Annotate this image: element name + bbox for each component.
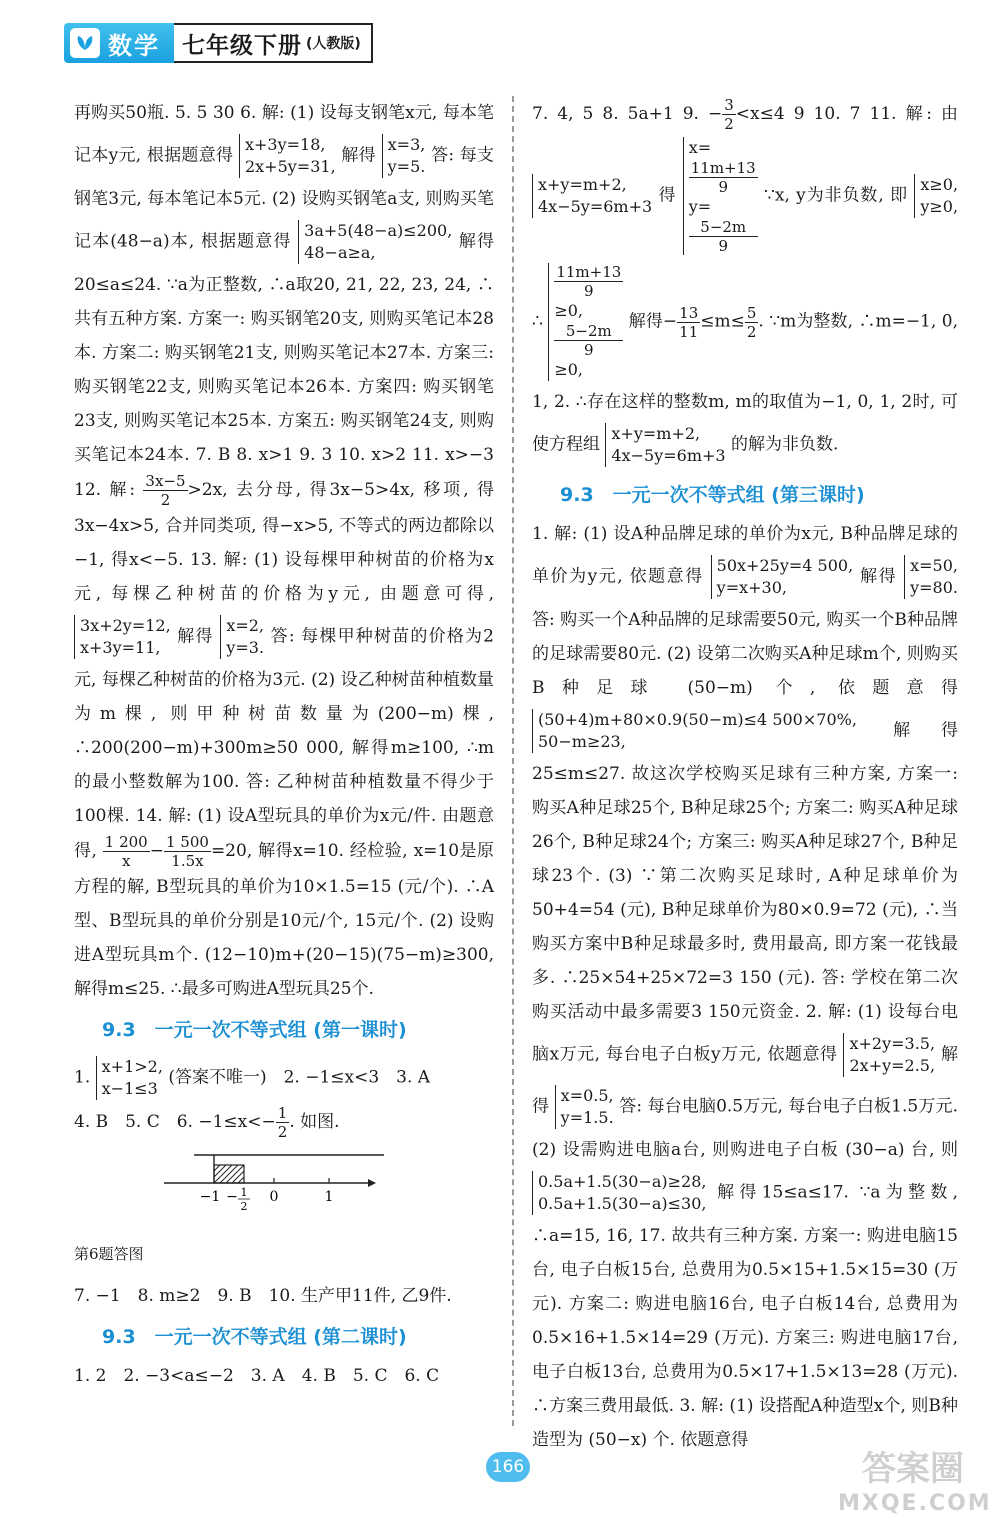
fraction: $\frac{1}{2}$: [277, 1104, 288, 1141]
fraction: 5−2m 9: [554, 322, 623, 359]
grade-title: 七年级下册: [182, 32, 302, 59]
number-line-figure: [74, 1149, 494, 1231]
equation-system: x+3y=18, 2x+5y=31,: [239, 134, 336, 178]
tick-label: 0: [269, 1189, 279, 1205]
inequality-system: 3a+5(48−a)≤200, 48−a≥a,: [298, 220, 452, 264]
tick-label: 1: [324, 1189, 334, 1205]
subject-tab: [64, 23, 174, 63]
section-heading: 9.3 一元一次不等式组 (第二课时): [102, 1326, 407, 1348]
inequality-system: (50+4)m+80×0.9(50−m)≤4 500×70%, 50−m≥23,: [532, 709, 857, 753]
answer-paragraph: 1. x+1>2, x−1≤3 (答案不唯一) 2. −1≤x<3 3. A 4. B 5. C 6. −1≤x<− $\frac{1}{2}$ . 如图.: [74, 1057, 431, 1141]
watermark: [838, 1448, 992, 1528]
answer-paragraph: 7. −1 8. m≥2 9. B 10. 生产甲11件, 乙9件.: [74, 1286, 452, 1306]
answer-paragraph: 再购买50瓶. 5. 5 30 6. 解: (1) 设每支钢笔x元, 每本笔记本y元, 根据题意得 x+3y=18, 2x+5y=31, 解得 x=3, y=5. 答: 每支钢笔3元, 每本笔记本5元. (2) 设购买钢笔a支, 则购买笔记本(48−a)本, 根据题意得 3a+5(48−a)≤200, 48−a≥a, 解得20≤a≤24. ∵a为正整数, ∴a取20, 21, 22, 23, 24, ∴共有五种方案. 方案一: 购买钢笔20支, 则购买笔记本28本. 方案二: 购买钢笔21支, 则购买笔记本27本. 方案三: 购买钢笔22支, 则购买笔记本26本. 方案四: 购买钢笔23支, 则购买笔记本25本. 方案五: 购买钢笔24支, 则购买笔记本24本. 7. B 8. x>1 9. 3 10. x>2 11. x>−3 12. 解: $\frac{3x-5}{2}$ >2x, 去分母, 得3x−5>4x, 移项, 得3x−4x>5, 合并同类项, 得−x>5, 不等式的两边都除以−1, 得x<−5. 13. 解: (1) 设每棵甲种树苗的价格为x元, 每棵乙种树苗的价格为y元, 由题意可得, 3x+2y=12, x+3y=11, 解得 x=2, y=3. 答: 每棵甲种树苗的价格为2元, 每棵乙种树苗的价格为3元. (2) 设乙种树苗种植数量为m棵, 则甲种树苗数量为(200−m)棵, ∴200(200−m)+300m≥50 000, 解得m≥100, ∴m的最小整数解为100. 答: 乙种树苗种植数量不得少于100棵. 14. 解: (1) 设A型玩具的单价为x元/件. 由题意得, $\frac{1 200}{x}$ − $\frac{1 500}{1.5x}$ =20, 解得x=10. 经检验, x=10是原方程的解, B型玩具的单价为10×1.5=15 (元/个). ∴A型、B型玩具的单价分别是10元/个, 15元/个. (2) 设购进A型玩具m个. (12−10)m+(20−15)(75−m)≥300, 解得m≤25. ∴最多可购进A型玩具25个.: [74, 103, 495, 999]
fraction: $\frac{5}{2}$: [746, 303, 757, 341]
solution-system: x= 11m+13 9 y= 5−2m 9: [683, 137, 758, 255]
equation-system: x=0.5, y=1.5.: [555, 1085, 614, 1129]
inequality-system: x≥0, y≥0,: [914, 174, 958, 218]
page-header: [64, 18, 373, 68]
equation-system: x+y=m+2, 4x−5y=6m+3: [605, 423, 725, 467]
fraction: $\frac{1 200}{x}$: [104, 833, 148, 870]
column-divider: [512, 96, 514, 1426]
equation-system: 50x+25y=4 500, y=x+30,: [711, 555, 853, 599]
equation-system: x=2, y=3.: [220, 615, 264, 659]
equation-system: x=3, y=5.: [382, 134, 426, 178]
left-column: [74, 96, 494, 1393]
fraction: $\frac{3}{2}$: [724, 96, 734, 133]
inequality-system: 11m+13 9 ≥0, 5−2m 9 ≥0,: [548, 263, 623, 381]
grade-box: [174, 23, 373, 63]
tick-label: −1: [199, 1189, 221, 1205]
equation-system: 3x+2y=12, x+3y=11,: [74, 615, 171, 659]
equation-system: x=50, y=80.: [904, 555, 958, 599]
watermark-title: 答案圈: [862, 1449, 964, 1489]
equation-system: x+y=m+2, 4x−5y=6m+3: [532, 174, 652, 218]
watermark-url: MXQE.COM: [838, 1491, 992, 1516]
figure-caption: 第6题答图: [74, 1245, 144, 1263]
fraction: 11m+13 9: [556, 263, 622, 300]
equation-system: x+2y=3.5, 2x+y=2.5,: [843, 1033, 935, 1077]
page-number: 166: [486, 1452, 530, 1482]
number-line: [154, 1149, 414, 1219]
answer-paragraph: 1. 解: (1) 设A种品牌足球的单价为x元, B种品牌足球的单价为y元, 依题意得 50x+25y=4 500, y=x+30, 解得 x=50, y=80. 答: 购买一个A种品牌的足球需要50元, 购买一个B种品牌的足球需要80元. (2) 设第二次购买A种足球m个, 则购买B种足球 (50−m) 个, 依题意得 (50+4)m+80×0.9(50−m)≤4 500×70%, 50−m≥23, 解得25≤m≤27. 故这次学校购买足球有三种方案, 方案一: 购买A种足球25个, B种足球25个; 方案二: 购买A种足球26个, B种足球24个; 方案三: 购买A种足球27个, B种足球23个. (3) ∵第二次购买足球时, A种足球单价为50+4=54 (元), B种足球单价为80×0.9=72 (元), ∴当购买方案中B种足球最多时, 费用最高, 即方案一花钱最多. ∴25×54+25×72=3 150 (元). 答: 学校在第二次购买活动中最多需要3 150元资金. 2. 解: (1) 设每台电脑x万元, 每台电子白板y万元, 依题意得 x+2y=3.5, 2x+y=2.5, 解得 x=0.5, y=1.5. 答: 每台电脑0.5万元, 每台电子白板1.5万元. (2) 设需购进电脑a台, 则购进电子白板 (30−a) 台, 则 0.5a+1.5(30−a)≥28, 0.5a+1.5(30−a)≤30, 解得15≤a≤17. ∵a为整数, ∴a=15, 16, 17. 故共有三种方案. 方案一: 购进电脑15台, 电子白板15台, 总费用为0.5×15+1.5×15=30 (万元). 方案二: 购进电脑16台, 电子白板14台, 总费用为0.5×16+1.5×14=29 (万元). 方案三: 购进电脑17台, 电子白板13台, 总费用为0.5×17+1.5×13=28 (万元). ∴方案三费用最低. 3. 解: (1) 设搭配A种造型x个, 则B种造型为 (50−x) 个. 依题意得: [532, 524, 959, 1450]
tick-label: −: [226, 1189, 238, 1205]
tick-label: 1: [240, 1186, 248, 1199]
answer-paragraph: 1. 2 2. −3<a≤−2 3. A 4. B 5. C 6. C: [74, 1366, 440, 1386]
section-heading: 9.3 一元一次不等式组 (第一课时): [102, 1019, 407, 1041]
fraction: $\frac{13}{11}$: [679, 303, 699, 341]
fraction: $\frac{3x-5}{2}$: [145, 472, 186, 509]
section-heading: 9.3 一元一次不等式组 (第三课时): [560, 484, 865, 506]
fraction: 11m+13 9: [690, 159, 756, 196]
tick-label: 2: [240, 1200, 248, 1213]
answer-paragraph: 7. 4, 5 8. 5a+1 9. − $\frac{3}{2}$ <x≤4 9 10. 7 11. 解: 由 x+y=m+2, 4x−5y=6m+3 得 x= 11m+13 9 y= 5−2m 9 ∵x, y为非负数, 即 x≥0, y≥0, ∴ 11m+13 9 ≥0, 5−2m 9 ≥0, 解得− $\frac{13}{11}$ ≤m≤ $\frac{5}{2}$ . ∵m为整数, ∴m=−1, 0, 1, 2. ∴存在这样的整数m, m的取值为−1, 0, 1, 2时, 可使方程组 x+y=m+2, 4x−5y=6m+3 的解为非负数.: [532, 96, 959, 465]
fraction: 5−2m 9: [689, 218, 758, 255]
leaf-logo-icon: [70, 28, 100, 58]
right-column: [532, 96, 958, 1457]
inequality-system: 0.5a+1.5(30−a)≥28, 0.5a+1.5(30−a)≤30,: [532, 1171, 706, 1215]
subject-title: 数学: [108, 31, 160, 60]
inequality-system: x+1>2, x−1≤3: [96, 1056, 163, 1100]
edition-label: (人教版): [306, 36, 361, 52]
fraction: $\frac{1 500}{1.5x}$: [165, 833, 209, 870]
